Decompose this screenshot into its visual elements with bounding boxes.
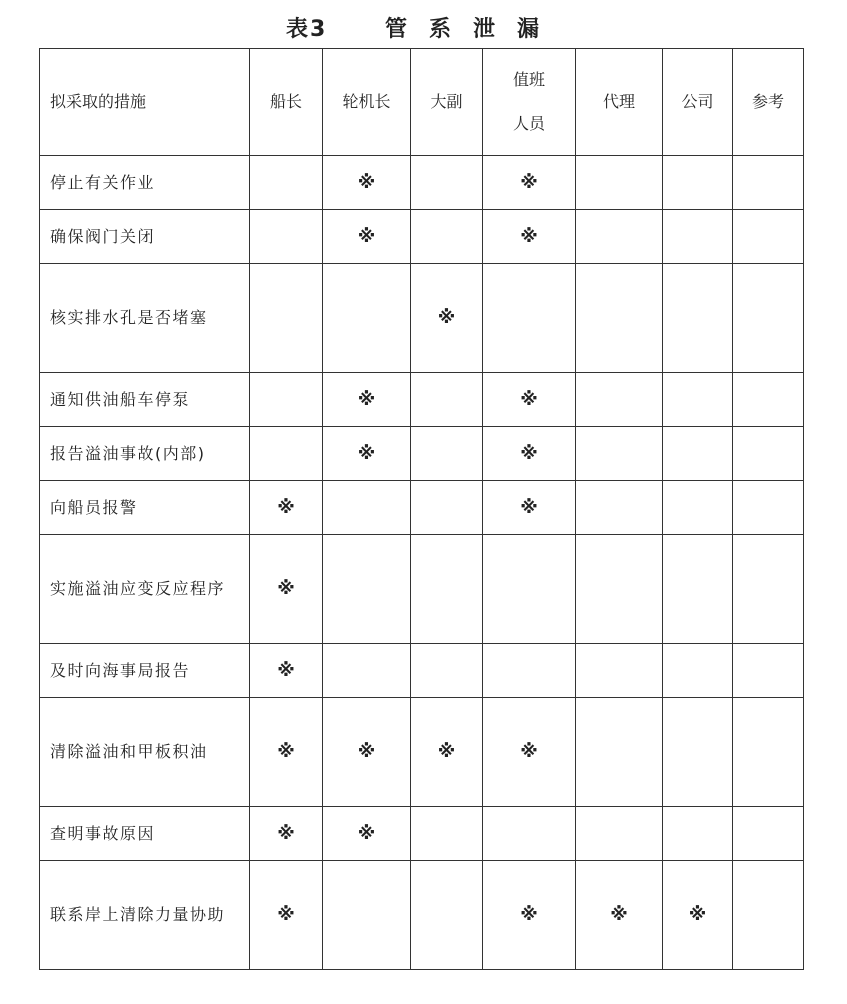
responsibility-mark-cell [663, 264, 733, 373]
responsibility-mark-cell: ※ [483, 427, 576, 481]
responsibility-mark-cell: ※ [250, 698, 323, 807]
measure-cell: 报告溢油事故(内部) [40, 427, 250, 481]
responsibility-mark-cell [576, 644, 663, 698]
responsibility-mark-cell [323, 644, 411, 698]
responsibility-mark-cell [411, 481, 483, 535]
measure-cell: 停止有关作业 [40, 156, 250, 210]
responsibility-mark-cell [576, 210, 663, 264]
responsibility-mark-cell: ※ [411, 264, 483, 373]
table-row [40, 373, 804, 427]
responsibility-mark-cell: ※ [323, 698, 411, 807]
responsibility-mark-cell [250, 210, 323, 264]
responsibility-mark-cell [576, 373, 663, 427]
responsibility-mark-cell [483, 535, 576, 644]
header-duty-line-1: 值班 [512, 70, 545, 89]
table-row [40, 644, 804, 698]
responsibility-mark-cell: ※ [576, 861, 663, 970]
responsibility-mark-cell [411, 535, 483, 644]
responsibility-mark-cell [411, 427, 483, 481]
responsibility-mark-cell [733, 644, 804, 698]
table-row [40, 535, 804, 644]
table-title [0, 12, 847, 42]
responsibility-mark-cell [250, 156, 323, 210]
header-chief-officer: 大副 [411, 49, 483, 156]
responsibility-mark-cell [663, 373, 733, 427]
responsibility-mark-cell [663, 481, 733, 535]
responsibility-mark-cell: ※ [483, 698, 576, 807]
responsibility-mark-cell: ※ [250, 535, 323, 644]
responsibility-mark-cell [663, 807, 733, 861]
table-row [40, 481, 804, 535]
responsibility-mark-cell [323, 861, 411, 970]
responsibility-mark-cell: ※ [323, 373, 411, 427]
header-row [40, 49, 804, 156]
table-number: 表3 [286, 17, 328, 42]
responsibility-mark-cell: ※ [250, 481, 323, 535]
responsibility-mark-cell: ※ [323, 807, 411, 861]
responsibility-mark-cell [250, 427, 323, 481]
responsibility-mark-cell [663, 644, 733, 698]
responsibility-mark-cell [411, 807, 483, 861]
measure-cell: 通知供油船车停泵 [40, 373, 250, 427]
responsibility-mark-cell [733, 210, 804, 264]
responsibility-mark-cell [483, 807, 576, 861]
responsibility-mark-cell [411, 156, 483, 210]
header-measure: 拟采取的措施 [40, 49, 250, 156]
responsibility-mark-cell [250, 373, 323, 427]
measure-cell: 清除溢油和甲板积油 [40, 698, 250, 807]
responsibility-mark-cell: ※ [663, 861, 733, 970]
responsibility-mark-cell [323, 481, 411, 535]
responsibility-mark-cell [576, 264, 663, 373]
header-duty-personnel [483, 49, 576, 156]
responsibility-mark-cell [733, 373, 804, 427]
response-measures-table [39, 48, 804, 970]
responsibility-mark-cell [576, 535, 663, 644]
measure-cell: 联系岸上清除力量协助 [40, 861, 250, 970]
responsibility-mark-cell [411, 373, 483, 427]
responsibility-mark-cell: ※ [250, 807, 323, 861]
header-company: 公司 [663, 49, 733, 156]
responsibility-mark-cell [576, 807, 663, 861]
responsibility-mark-cell [663, 535, 733, 644]
responsibility-mark-cell [411, 861, 483, 970]
table-name: 管系泄漏 [384, 17, 561, 42]
measure-cell: 向船员报警 [40, 481, 250, 535]
responsibility-mark-cell: ※ [483, 481, 576, 535]
responsibility-mark-cell [576, 481, 663, 535]
responsibility-mark-cell [663, 156, 733, 210]
responsibility-mark-cell [733, 535, 804, 644]
responsibility-mark-cell: ※ [250, 644, 323, 698]
responsibility-mark-cell [733, 481, 804, 535]
measure-cell: 核实排水孔是否堵塞 [40, 264, 250, 373]
measure-cell: 及时向海事局报告 [40, 644, 250, 698]
responsibility-mark-cell [663, 427, 733, 481]
table-row [40, 210, 804, 264]
responsibility-mark-cell [576, 698, 663, 807]
table-row [40, 698, 804, 807]
table-row [40, 427, 804, 481]
responsibility-mark-cell: ※ [483, 373, 576, 427]
responsibility-mark-cell [733, 264, 804, 373]
measure-cell: 确保阀门关闭 [40, 210, 250, 264]
responsibility-mark-cell [733, 427, 804, 481]
responsibility-mark-cell [483, 644, 576, 698]
responsibility-mark-cell: ※ [483, 861, 576, 970]
responsibility-mark-cell [733, 807, 804, 861]
responsibility-mark-cell: ※ [483, 210, 576, 264]
responsibility-mark-cell [663, 210, 733, 264]
responsibility-mark-cell: ※ [411, 698, 483, 807]
responsibility-mark-cell [250, 264, 323, 373]
responsibility-mark-cell: ※ [323, 427, 411, 481]
responsibility-mark-cell [733, 861, 804, 970]
responsibility-mark-cell [733, 156, 804, 210]
measure-cell: 查明事故原因 [40, 807, 250, 861]
responsibility-mark-cell: ※ [250, 861, 323, 970]
table-row [40, 156, 804, 210]
responsibility-mark-cell [576, 427, 663, 481]
measure-cell: 实施溢油应变反应程序 [40, 535, 250, 644]
responsibility-mark-cell [733, 698, 804, 807]
header-captain: 船长 [250, 49, 323, 156]
table-body [40, 156, 804, 970]
header-chief-engineer: 轮机长 [323, 49, 411, 156]
responsibility-mark-cell [411, 644, 483, 698]
responsibility-mark-cell [576, 156, 663, 210]
responsibility-mark-cell [483, 264, 576, 373]
responsibility-mark-cell [323, 264, 411, 373]
responsibility-mark-cell [663, 698, 733, 807]
table-row [40, 807, 804, 861]
responsibility-mark-cell: ※ [323, 210, 411, 264]
header-duty-line-2: 人员 [512, 114, 545, 133]
responsibility-mark-cell: ※ [483, 156, 576, 210]
table-row [40, 861, 804, 970]
header-reference: 参考 [733, 49, 804, 156]
responsibility-mark-cell: ※ [323, 156, 411, 210]
responsibility-mark-cell [323, 535, 411, 644]
table-row [40, 264, 804, 373]
responsibility-mark-cell [411, 210, 483, 264]
header-agent: 代理 [576, 49, 663, 156]
